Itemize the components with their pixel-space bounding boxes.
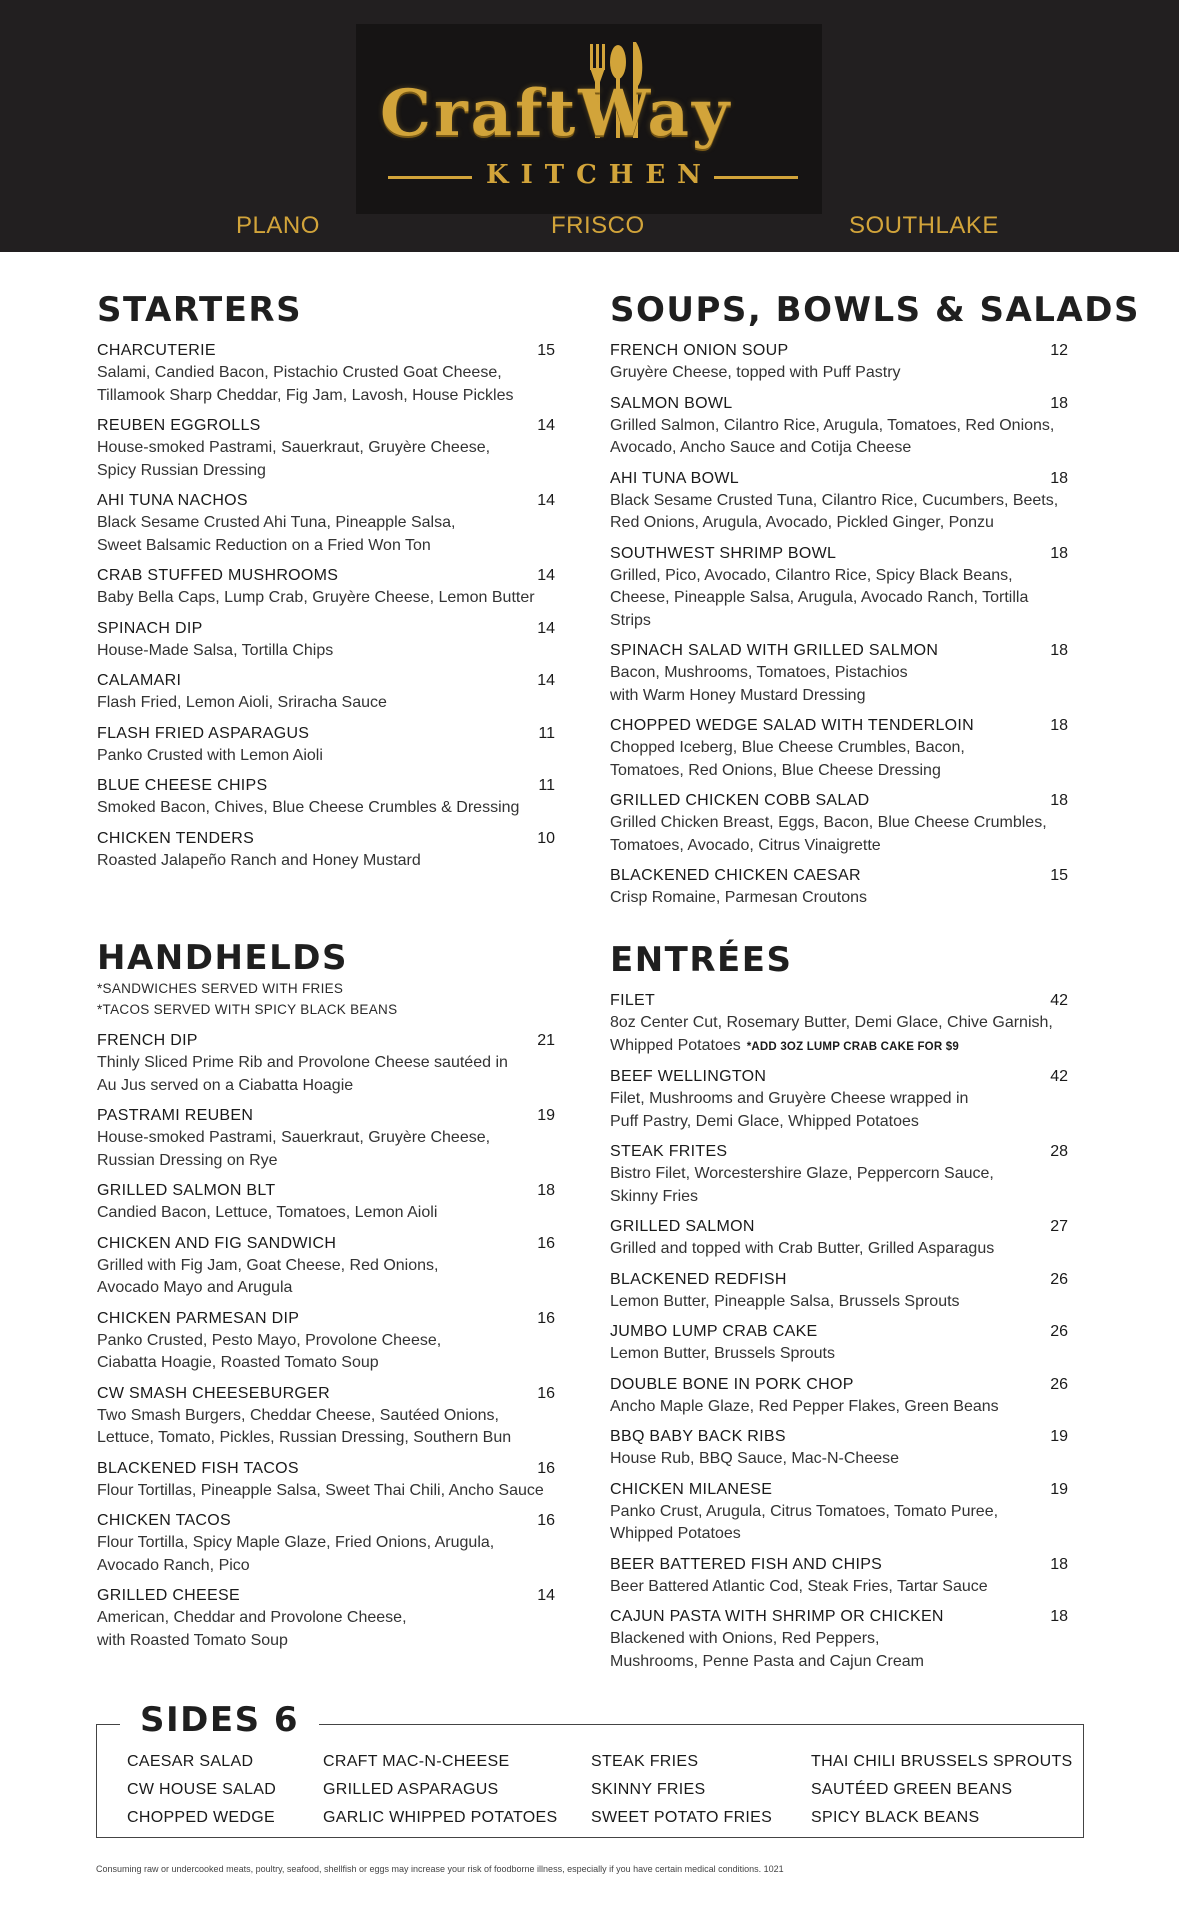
item-name: BEEF WELLINGTON bbox=[610, 1068, 767, 1085]
menu-item bbox=[610, 715, 1068, 782]
item-description-text: Lemon Butter, Brussels Sprouts bbox=[610, 1345, 835, 1362]
side-item: CHOPPED WEDGE bbox=[127, 1809, 275, 1826]
item-description-text: Crisp Romaine, Parmesan Croutons bbox=[610, 889, 867, 906]
item-price: 16 bbox=[537, 1234, 555, 1252]
item-name: BBQ BABY BACK RIBS bbox=[610, 1428, 786, 1445]
item-name: BLACKENED REDFISH bbox=[610, 1270, 787, 1288]
item-description bbox=[610, 1012, 1068, 1058]
item-description bbox=[97, 512, 555, 557]
menu-item bbox=[97, 1585, 555, 1652]
item-price: 14 bbox=[537, 567, 555, 584]
item-description bbox=[97, 1127, 555, 1172]
handhelds-note: *TACOS SERVED WITH SPICY BLACK BEANS bbox=[97, 1002, 398, 1017]
starters-list bbox=[97, 340, 555, 872]
item-price: 18 bbox=[1050, 717, 1068, 734]
item-name: GRILLED SALMON BLT bbox=[97, 1182, 276, 1199]
item-description-text: Ancho Maple Glaze, Red Pepper Flakes, Green Beans bbox=[610, 1397, 999, 1415]
item-description bbox=[97, 437, 555, 482]
fork-icon bbox=[590, 44, 593, 70]
item-name: CAJUN PASTA WITH SHRIMP OR CHICKEN bbox=[610, 1608, 944, 1625]
item-description bbox=[610, 662, 1068, 707]
item-price: 18 bbox=[537, 1182, 555, 1199]
item-description-text: 8oz Center Cut, Rosemary Butter, Demi Glace, Chive Garnish, Whipped Potatoes bbox=[610, 1014, 1053, 1054]
menu-item bbox=[610, 1141, 1068, 1208]
item-description-text: American, Cheddar and Provolone Cheese, with Roasted Tomato Soup bbox=[97, 1609, 407, 1649]
item-description bbox=[97, 362, 555, 407]
item-price: 12 bbox=[1050, 342, 1068, 359]
item-name: CHICKEN TACOS bbox=[97, 1512, 231, 1529]
logo bbox=[356, 24, 822, 214]
item-description bbox=[97, 1532, 555, 1577]
menu-item bbox=[610, 1269, 1068, 1314]
menu-item bbox=[97, 490, 555, 557]
item-price: 18 bbox=[1050, 394, 1068, 412]
location-frisco: FRISCO bbox=[551, 212, 645, 239]
side-item: SPICY BLACK BEANS bbox=[811, 1809, 980, 1826]
item-price: 16 bbox=[537, 1384, 555, 1402]
item-price: 14 bbox=[537, 672, 555, 689]
item-description bbox=[610, 1088, 1068, 1133]
item-description-text: Salami, Candied Bacon, Pistachio Crusted Goat Cheese, Tillamook Sharp Cheddar, Fig Jam, Lavosh, House Pickles bbox=[97, 364, 514, 404]
item-price: 26 bbox=[1050, 1375, 1068, 1393]
item-name: JUMBO LUMP CRAB CAKE bbox=[610, 1323, 818, 1340]
item-name: GRILLED CHEESE bbox=[97, 1587, 240, 1604]
item-description-text: House-smoked Pastrami, Sauerkraut, Gruyère Cheese, Russian Dressing on Rye bbox=[97, 1129, 491, 1169]
spoon-icon bbox=[610, 45, 626, 79]
item-description bbox=[610, 362, 1068, 385]
item-description-text: Lemon Butter, Pineapple Salsa, Brussels Sprouts bbox=[610, 1292, 960, 1310]
sides-column bbox=[591, 1748, 772, 1832]
item-description-text: Two Smash Burgers, Cheddar Cheese, Sautéed Onions, Lettuce, Tomato, Pickles, Russian Dressing, Southern Bun bbox=[97, 1406, 512, 1446]
item-name: FRENCH ONION SOUP bbox=[610, 342, 789, 359]
item-description bbox=[97, 850, 555, 873]
menu-item bbox=[610, 543, 1068, 633]
item-name: SPINACH DIP bbox=[97, 619, 203, 637]
item-name: STEAK FRITES bbox=[610, 1143, 728, 1160]
item-price: 14 bbox=[537, 417, 555, 434]
item-name: CALAMARI bbox=[97, 672, 182, 689]
sides-column bbox=[811, 1748, 1073, 1832]
disclaimer: Consuming raw or undercooked meats, poultry, seafood, shellfish or eggs may increase your risk of foodborne illness, especially if you have certain medical conditions. 1021 bbox=[96, 1864, 784, 1874]
item-name: BLUE CHEESE CHIPS bbox=[97, 777, 268, 794]
item-name: CHICKEN MILANESE bbox=[610, 1480, 773, 1498]
item-name: GRILLED SALMON bbox=[610, 1218, 755, 1235]
section-title: SOUPS, BOWLS & SALADS bbox=[610, 290, 1140, 330]
location-plano: PLANO bbox=[236, 212, 320, 239]
item-description bbox=[610, 565, 1068, 633]
brand-name: CraftWay bbox=[380, 76, 733, 151]
item-description bbox=[610, 1291, 1068, 1314]
item-description bbox=[610, 1628, 1068, 1673]
item-description bbox=[97, 1330, 555, 1375]
menu-item bbox=[610, 1426, 1068, 1471]
item-description-text: Grilled Chicken Breast, Eggs, Bacon, Blue Cheese Crumbles, Tomatoes, Avocado, Citrus Vinaigrette bbox=[610, 814, 1047, 854]
item-description-text: Grilled and topped with Crab Butter, Grilled Asparagus bbox=[610, 1240, 995, 1257]
side-item: CAESAR SALAD bbox=[127, 1753, 254, 1770]
item-name: FILET bbox=[610, 992, 656, 1009]
item-price: 15 bbox=[537, 342, 555, 359]
item-name: AHI TUNA NACHOS bbox=[97, 492, 248, 509]
item-name: CHICKEN TENDERS bbox=[97, 829, 255, 847]
item-description-text: Flour Tortilla, Spicy Maple Glaze, Fried Onions, Arugula, Avocado Ranch, Pico bbox=[97, 1534, 495, 1574]
item-description-text: Filet, Mushrooms and Gruyère Cheese wrapped in Puff Pastry, Demi Glace, Whipped Potatoes bbox=[610, 1090, 969, 1130]
handhelds-note: *SANDWICHES SERVED WITH FRIES bbox=[97, 981, 344, 996]
menu-item bbox=[97, 1383, 555, 1450]
item-description bbox=[610, 415, 1068, 460]
item-description-text: Thinly Sliced Prime Rib and Provolone Cheese sautéed in Au Jus served on a Ciabatta Hoagie bbox=[97, 1054, 508, 1094]
menu-item bbox=[97, 1180, 555, 1225]
side-item: GARLIC WHIPPED POTATOES bbox=[323, 1809, 558, 1826]
menu-item bbox=[97, 618, 555, 663]
item-description-text: Roasted Jalapeño Ranch and Honey Mustard bbox=[97, 851, 421, 869]
item-price: 11 bbox=[538, 724, 555, 742]
item-name: FLASH FRIED ASPARAGUS bbox=[97, 724, 310, 742]
menu-item bbox=[610, 468, 1068, 535]
item-price: 16 bbox=[537, 1309, 555, 1327]
item-price: 14 bbox=[537, 1587, 555, 1604]
item-description-text: House Rub, BBQ Sauce, Mac-N-Cheese bbox=[610, 1450, 900, 1467]
soups-list bbox=[610, 340, 1068, 910]
side-item: SKINNY FRIES bbox=[591, 1781, 706, 1798]
item-description-text: Blackened with Onions, Red Peppers, Mushrooms, Penne Pasta and Cajun Cream bbox=[610, 1630, 924, 1670]
item-description bbox=[610, 1343, 1068, 1366]
item-price: 19 bbox=[537, 1107, 555, 1124]
menu-item bbox=[610, 1606, 1068, 1673]
menu-item bbox=[610, 865, 1068, 910]
item-description-text: House-Made Salsa, Tortilla Chips bbox=[97, 641, 334, 659]
item-price: 15 bbox=[1050, 867, 1068, 884]
menu-item bbox=[610, 790, 1068, 857]
item-name: SOUTHWEST SHRIMP BOWL bbox=[610, 544, 837, 562]
item-name: CHICKEN PARMESAN DIP bbox=[97, 1309, 300, 1327]
item-price: 14 bbox=[537, 619, 555, 637]
item-description bbox=[610, 490, 1068, 535]
item-price: 28 bbox=[1050, 1143, 1068, 1160]
logo-rule-left bbox=[388, 176, 472, 179]
item-description bbox=[610, 1576, 1068, 1599]
item-description-text: Panko Crusted with Lemon Aioli bbox=[97, 746, 323, 764]
menu-item bbox=[610, 1216, 1068, 1261]
menu-item bbox=[610, 990, 1068, 1058]
item-description-text: Flour Tortillas, Pineapple Salsa, Sweet Thai Chili, Ancho Sauce bbox=[97, 1481, 544, 1499]
side-item: STEAK FRIES bbox=[591, 1753, 699, 1770]
side-item: CRAFT MAC-N-CHEESE bbox=[323, 1753, 510, 1770]
item-name: REUBEN EGGROLLS bbox=[97, 417, 261, 434]
item-description-text: Black Sesame Crusted Tuna, Cilantro Rice, Cucumbers, Beets, Red Onions, Arugula, Avocado, Pickled Ginger, Ponzu bbox=[610, 491, 1059, 531]
sides-title: SIDES 6 bbox=[120, 1700, 319, 1740]
menu-item bbox=[97, 723, 555, 768]
entrees-list bbox=[610, 990, 1068, 1673]
item-description bbox=[97, 692, 555, 715]
item-price: 27 bbox=[1050, 1218, 1068, 1235]
item-description bbox=[610, 1396, 1068, 1419]
item-description-text: Bacon, Mushrooms, Tomatoes, Pistachios with Warm Honey Mustard Dressing bbox=[610, 664, 908, 704]
item-name: CRAB STUFFED MUSHROOMS bbox=[97, 567, 339, 584]
menu-item bbox=[610, 1066, 1068, 1133]
item-description bbox=[97, 1607, 555, 1652]
item-description bbox=[610, 737, 1068, 782]
item-description-text: Baby Bella Caps, Lump Crab, Gruyère Cheese, Lemon Butter bbox=[97, 589, 535, 606]
menu-item bbox=[97, 340, 555, 407]
item-name: CHOPPED WEDGE SALAD WITH TENDERLOIN bbox=[610, 717, 975, 734]
item-name: CHARCUTERIE bbox=[97, 342, 216, 359]
menu-item bbox=[610, 340, 1068, 385]
item-description-text: Smoked Bacon, Chives, Blue Cheese Crumbles & Dressing bbox=[97, 799, 520, 816]
item-name: BLACKENED CHICKEN CAESAR bbox=[610, 867, 861, 884]
item-price: 21 bbox=[537, 1032, 555, 1049]
item-name: DOUBLE BONE IN PORK CHOP bbox=[610, 1375, 854, 1393]
menu-item bbox=[97, 1308, 555, 1375]
item-name: AHI TUNA BOWL bbox=[610, 469, 739, 487]
item-price: 18 bbox=[1050, 792, 1068, 809]
item-description bbox=[610, 1238, 1068, 1261]
menu-item bbox=[610, 1321, 1068, 1366]
item-price: 18 bbox=[1050, 469, 1068, 487]
item-price: 42 bbox=[1050, 992, 1068, 1009]
sides-column bbox=[323, 1748, 558, 1832]
handhelds-list bbox=[97, 1030, 555, 1652]
side-item: THAI CHILI BRUSSELS SPROUTS bbox=[811, 1753, 1073, 1770]
item-description bbox=[97, 745, 555, 768]
item-name: CHICKEN AND FIG SANDWICH bbox=[97, 1234, 337, 1252]
item-description bbox=[97, 1255, 555, 1300]
item-description-text: Grilled Salmon, Cilantro Rice, Arugula, Tomatoes, Red Onions, Avocado, Ancho Sauce and Cotija Cheese bbox=[610, 416, 1055, 456]
item-description-text: Bistro Filet, Worcestershire Glaze, Peppercorn Sauce, Skinny Fries bbox=[610, 1165, 994, 1205]
item-description-text: House-smoked Pastrami, Sauerkraut, Gruyère Cheese, Spicy Russian Dressing bbox=[97, 439, 491, 479]
item-price: 26 bbox=[1050, 1323, 1068, 1340]
item-description-text: Gruyère Cheese, topped with Puff Pastry bbox=[610, 364, 901, 381]
menu-item bbox=[610, 1374, 1068, 1419]
item-description bbox=[97, 1202, 555, 1225]
item-price: 10 bbox=[537, 829, 555, 847]
soups-section bbox=[610, 290, 1140, 918]
menu-item bbox=[97, 1105, 555, 1172]
section-title: STARTERS bbox=[97, 290, 303, 330]
sides-column bbox=[127, 1748, 276, 1832]
item-description-text: Grilled, Pico, Avocado, Cilantro Rice, Spicy Black Beans, Cheese, Pineapple Salsa, Arugula, Avocado Ranch, Tortilla Strips bbox=[610, 566, 1029, 629]
item-name: FRENCH DIP bbox=[97, 1032, 198, 1049]
item-description bbox=[610, 1163, 1068, 1208]
item-price: 26 bbox=[1050, 1270, 1068, 1288]
menu-item bbox=[610, 1554, 1068, 1599]
item-name: BLACKENED FISH TACOS bbox=[97, 1459, 299, 1477]
logo-rule-right bbox=[714, 176, 798, 179]
item-name: PASTRAMI REUBEN bbox=[97, 1107, 254, 1124]
item-price: 42 bbox=[1050, 1068, 1068, 1085]
menu-item bbox=[610, 640, 1068, 707]
item-description bbox=[97, 1405, 555, 1450]
item-name: SPINACH SALAD WITH GRILLED SALMON bbox=[610, 642, 939, 659]
side-item: SWEET POTATO FRIES bbox=[591, 1809, 773, 1826]
item-description-text: Panko Crust, Arugula, Citrus Tomatoes, Tomato Puree, Whipped Potatoes bbox=[610, 1502, 999, 1542]
item-description bbox=[610, 812, 1068, 857]
location-southlake: SOUTHLAKE bbox=[849, 212, 999, 239]
item-description bbox=[97, 1480, 555, 1503]
item-description bbox=[610, 1501, 1068, 1546]
menu-header bbox=[0, 0, 1179, 252]
item-description-text: Beer Battered Atlantic Cod, Steak Fries, Tartar Sauce bbox=[610, 1577, 988, 1595]
menu-item bbox=[97, 775, 555, 820]
item-price: 19 bbox=[1050, 1480, 1068, 1498]
item-description bbox=[97, 587, 555, 610]
brand-subtitle: KITCHEN bbox=[486, 160, 713, 190]
menu-item bbox=[97, 828, 555, 873]
item-description-text: Panko Crusted, Pesto Mayo, Provolone Cheese, Ciabatta Hoagie, Roasted Tomato Soup bbox=[97, 1331, 442, 1371]
item-description-text: Chopped Iceberg, Blue Cheese Crumbles, Bacon, Tomatoes, Red Onions, Blue Cheese Dressing bbox=[610, 739, 965, 779]
item-price: 18 bbox=[1050, 544, 1068, 562]
side-item: GRILLED ASPARAGUS bbox=[323, 1781, 499, 1798]
menu-item bbox=[97, 565, 555, 610]
item-description bbox=[97, 640, 555, 663]
item-price: 11 bbox=[538, 777, 555, 794]
menu-item bbox=[610, 1479, 1068, 1546]
item-description-text: Candied Bacon, Lettuce, Tomatoes, Lemon Aioli bbox=[97, 1204, 438, 1221]
handhelds-section bbox=[97, 938, 555, 1660]
item-price: 16 bbox=[537, 1512, 555, 1529]
item-description-text: Black Sesame Crusted Ahi Tuna, Pineapple Salsa, Sweet Balsamic Reduction on a Fried Won Ton bbox=[97, 514, 456, 554]
menu-item bbox=[97, 415, 555, 482]
item-price: 14 bbox=[537, 492, 555, 509]
menu-item bbox=[97, 1233, 555, 1300]
item-name: GRILLED CHICKEN COBB SALAD bbox=[610, 792, 870, 809]
item-description bbox=[97, 1052, 555, 1097]
item-price: 18 bbox=[1050, 1608, 1068, 1625]
side-item: CW HOUSE SALAD bbox=[127, 1781, 277, 1798]
item-name: SALMON BOWL bbox=[610, 394, 733, 412]
menu-item bbox=[610, 393, 1068, 460]
item-description bbox=[97, 797, 555, 820]
item-price: 19 bbox=[1050, 1428, 1068, 1445]
item-price: 16 bbox=[537, 1459, 555, 1477]
menu-item bbox=[97, 1030, 555, 1097]
entrees-section bbox=[610, 940, 1068, 1681]
item-description bbox=[610, 887, 1068, 910]
menu-item bbox=[97, 670, 555, 715]
side-item: SAUTÉED GREEN BEANS bbox=[811, 1781, 1013, 1798]
item-description-text: Grilled with Fig Jam, Goat Cheese, Red Onions, Avocado Mayo and Arugula bbox=[97, 1256, 439, 1296]
item-price: 18 bbox=[1050, 1555, 1068, 1573]
item-price: 18 bbox=[1050, 642, 1068, 659]
item-addon-note: *ADD 3OZ LUMP CRAB CAKE FOR $9 bbox=[746, 1040, 959, 1053]
item-description-text: Flash Fried, Lemon Aioli, Sriracha Sauce bbox=[97, 694, 387, 711]
item-description bbox=[610, 1448, 1068, 1471]
section-title: ENTRÉES bbox=[610, 940, 793, 980]
starters-section bbox=[97, 290, 555, 880]
section-title: HANDHELDS bbox=[97, 938, 349, 978]
item-name: BEER BATTERED FISH AND CHIPS bbox=[610, 1555, 883, 1573]
item-name: CW SMASH CHEESEBURGER bbox=[97, 1384, 330, 1402]
menu-item bbox=[97, 1458, 555, 1503]
menu-item bbox=[97, 1510, 555, 1577]
